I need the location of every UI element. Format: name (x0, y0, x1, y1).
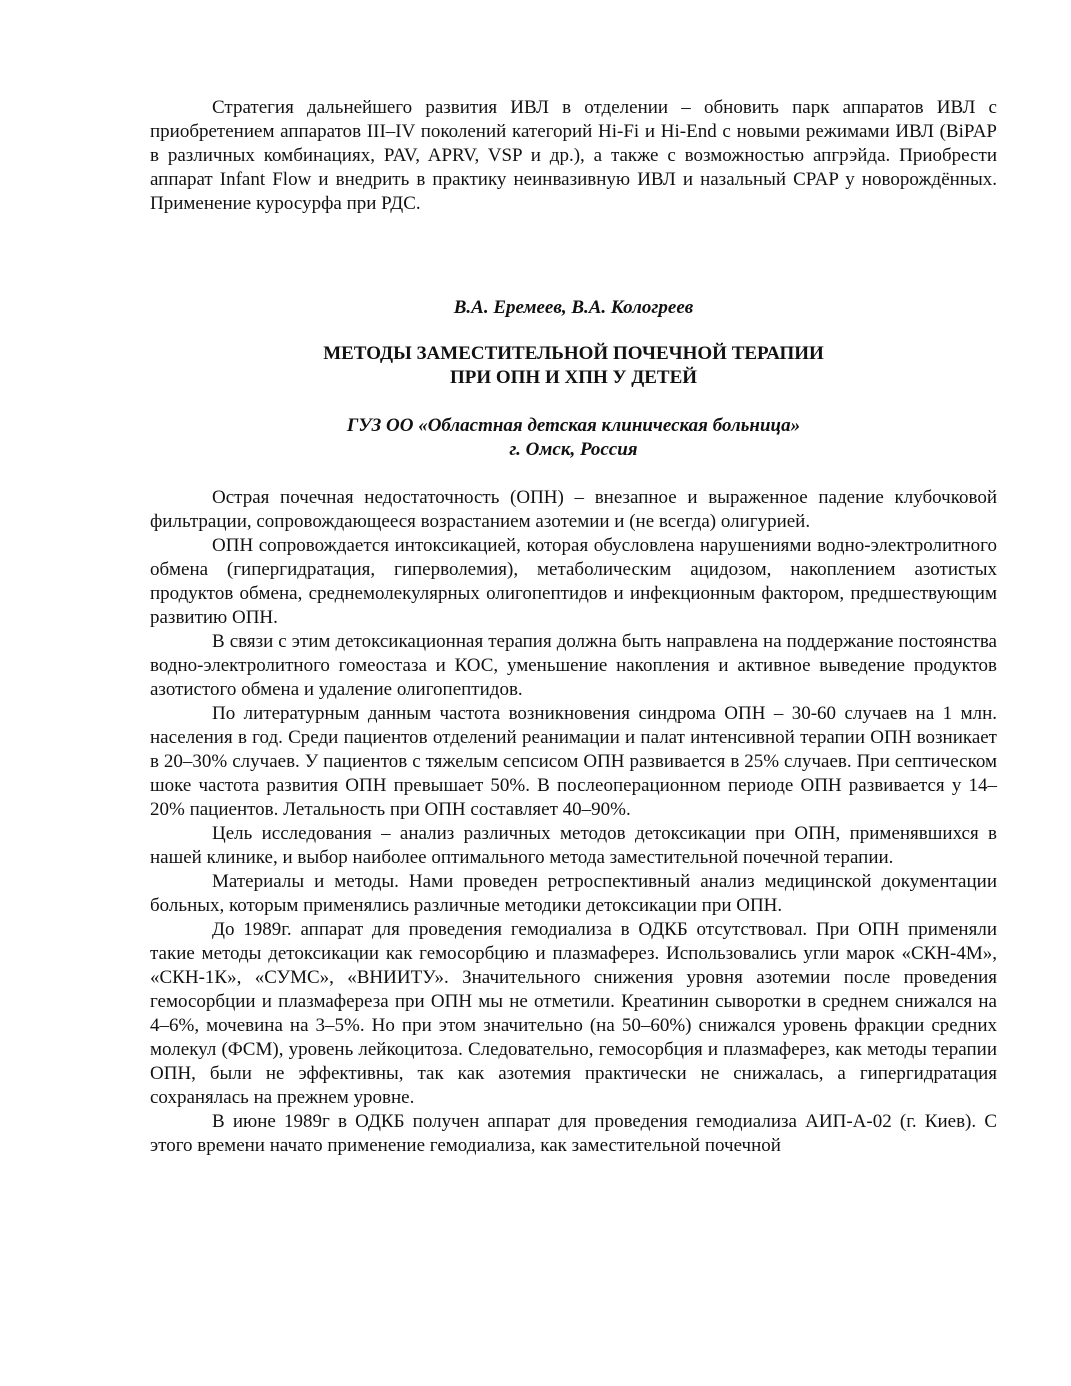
article-authors: В.А. Еремеев, В.А. Кологреев (453, 297, 694, 318)
body-paragraph-4: По литературным данным частота возникновения синдрома ОПН – 30-60 случаев на 1 млн. населения в год. Среди пациентов отделений реанимации и палат интенсивной терапии ОПН возникает в 20–30% случаев. У пациентов с тяжелым сепсисом ОПН развивается в 25% случаев. При септическом шоке частота развития ОПН превышает 50%. В послеоперационном периоде ОПН развивается у 14–20% пациентов. Летальность при ОПН составляет 40–90%. (150, 703, 997, 820)
article-title (150, 342, 997, 390)
body-paragraph-8: В июне 1989г в ОДКБ получен аппарат для проведения гемодиализа АИП-А-02 (г. Киев). С этого времени начато применение гемодиализа, как заместительной почечной (150, 1111, 997, 1156)
affiliation-line-1: ГУЗ ОО «Областная детская клиническая больница» (346, 415, 801, 436)
intro-paragraph: Стратегия дальнейшего развития ИВЛ в отделении – обновить парк аппаратов ИВЛ с приобретением аппаратов III–IV поколений категорий Hi-Fi и Hi-End с новыми режимами ИВЛ (BiPAP в различных комбинациях, PAV, APRV, VSP и др.), а также с возможностью апгрэйда. Приобрести аппарат Infant Flow и внедрить в практику неинвазивную ИВЛ и назальный CPAP у новорождённых. Применение куросурфа при РДС. (150, 97, 997, 214)
body-paragraph-6: Материалы и методы. Нами проведен ретроспективный анализ медицинской документации больных, которым применялись различные методики детоксикации при ОПН. (150, 871, 997, 916)
article-title-line-1: МЕТОДЫ ЗАМЕСТИТЕЛЬНОЙ ПОЧЕЧНОЙ ТЕРАПИИ (323, 343, 824, 364)
body-paragraph-1: Острая почечная недостаточность (ОПН) – внезапное и выраженное падение клубочковой фильтрации, сопровождающееся возрастанием азотемии и (не всегда) олигурией. (150, 487, 997, 532)
document-page (150, 96, 997, 1158)
body-paragraph-5: Цель исследования – анализ различных методов детоксикации при ОПН, применявшихся в нашей клинике, и выбор наиболее оптимального метода заместительной почечной терапии. (150, 823, 997, 868)
article-body (150, 486, 997, 1158)
body-paragraph-7: До 1989г. аппарат для проведения гемодиализа в ОДКБ отсутствовал. При ОПН применяли такие методы детоксикации как гемосорбцию и плазмаферез. Использовались угли марок «СКН-4М», «СКН-1К», «СУМС», «ВНИИТУ». Значительного снижения уровня азотемии после проведения гемосорбции и плазмафереза при ОПН мы не отметили. Креатинин сыворотки в среднем снижался на 4–6%, мочевина на 3–5%. Но при этом значительно (на 50–60%) снижался уровень фракции средних молекул (ФСМ), уровень лейкоцитоза. Следовательно, гемосорбция и плазмаферез, как методы терапии ОПН, были не эффективны, так как азотемия практически не снижалась, а гипергидратация сохранялась на прежнем уровне. (150, 919, 997, 1108)
article-title-line-2: ПРИ ОПН И ХПН У ДЕТЕЙ (449, 367, 698, 388)
body-paragraph-3: В связи с этим детоксикационная терапия должна быть направлена на поддержание постоянства водно-электролитного гомеостаза и КОС, уменьшение накопления и активное выведение продуктов азотистого обмена и удаление олигопептидов. (150, 631, 997, 700)
article-affiliation (150, 414, 997, 462)
affiliation-line-2: г. Омск, Россия (509, 439, 638, 460)
body-paragraph-2: ОПН сопровождается интоксикацией, которая обусловлена нарушениями водно-электролитного обмена (гипергидратация, гиперволемия), метаболическим ацидозом, накоплением азотистых продуктов обмена, среднемолекулярных олигопептидов и инфекционным фактором, предшествующим развитию ОПН. (150, 535, 997, 628)
